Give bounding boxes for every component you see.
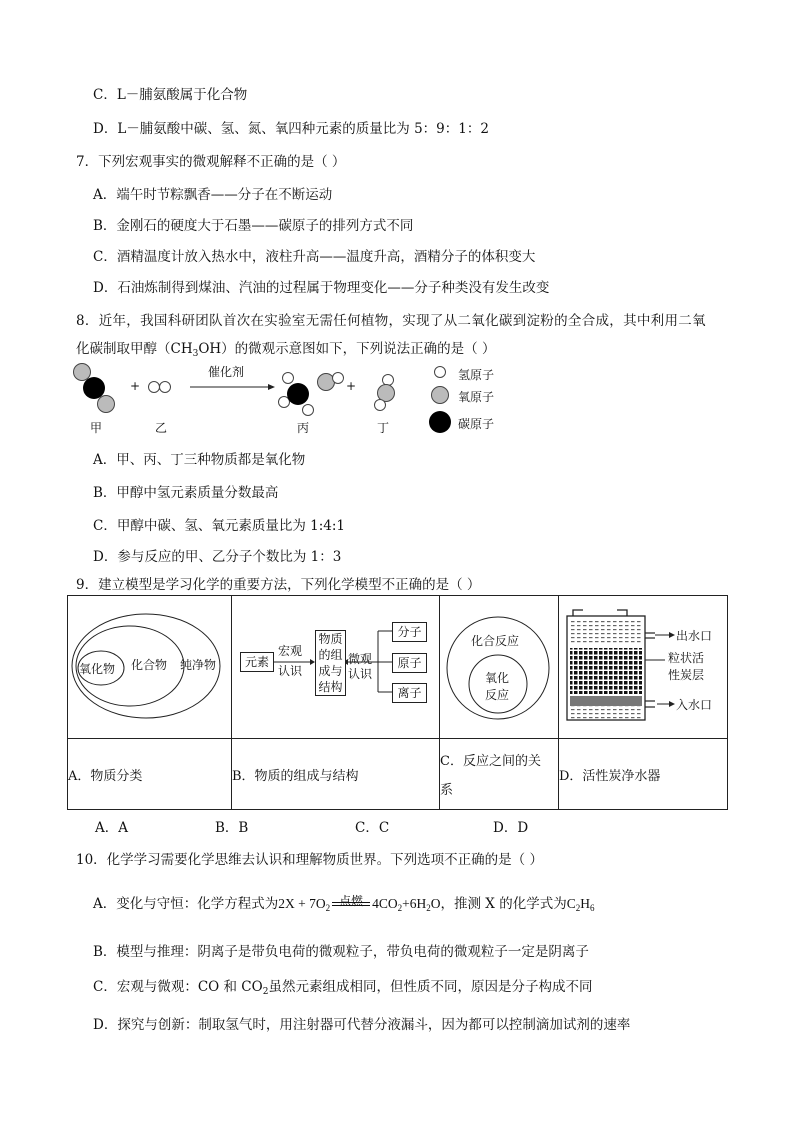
model-b-cell: [232, 596, 440, 739]
model-a-middle: 化合物: [131, 658, 168, 672]
q9-stem: 9．建立模型是学习化学的重要方法，下列化学模型不正确的是（ ）: [76, 577, 481, 593]
q7-option-b: B．金刚石的硬度大于石墨——碳原子的排列方式不同: [93, 218, 414, 234]
model-a-cell: [68, 596, 232, 739]
q7-option-c: C．酒精温度计放入热水中，液柱升高——温度升高，酒精分子的体积变大: [93, 249, 536, 265]
model-d-label: D．活性炭净水器: [559, 739, 728, 810]
plus-sign-2: +: [346, 379, 357, 393]
model-c-inner2: 反应: [485, 688, 510, 702]
q8-option-c: C．甲醇中碳、氢、氧元素质量比为 1:4:1: [93, 518, 345, 534]
q8-option-a: A．甲、丙、丁三种物质都是氧化物: [93, 452, 306, 468]
legend-oxygen: 氧原子: [458, 390, 495, 404]
q9-answer-b: B．B: [215, 820, 249, 836]
legend-carbon: 碳原子: [458, 417, 495, 431]
molecule-yi: [149, 382, 171, 393]
label-yi: 乙: [155, 421, 168, 435]
plus-sign-1: +: [130, 379, 141, 393]
model-d-carbon1: 粒状活: [668, 651, 705, 665]
q10-option-d: D．探究与创新：制取氢气时，用注射器可代替分液漏斗，因为都可以控制滴加试剂的速率: [93, 1017, 631, 1033]
molecule-bing: [279, 373, 344, 416]
q8-option-d: D．参与反应的甲、乙分子个数比为 1：3: [93, 549, 342, 565]
label-ding: 丁: [377, 421, 390, 435]
model-b-micro2: 认识: [348, 667, 373, 681]
model-c-label: C．反应之间的关 系: [440, 739, 559, 810]
model-b-center: 物质 的组 成与 结构: [315, 630, 346, 696]
legend-oxygen-icon: [432, 387, 449, 404]
model-d-out: 出水口: [676, 629, 713, 643]
q6-option-c: C．L－脯氨酸属于化合物: [93, 87, 248, 103]
legend-carbon-icon: [429, 411, 451, 433]
label-bing: 丙: [297, 421, 310, 435]
model-c-cell: [440, 596, 559, 739]
model-a-inner: 氧化物: [79, 662, 116, 676]
legend-hydrogen-icon: [435, 367, 446, 378]
model-c-circles: [440, 596, 558, 734]
model-d-in: 入水口: [676, 698, 713, 712]
q10-option-a: A．变化与守恒：化学方程式为$2X + 7O_2$ 点燃 $4CO_2+6H_2O$，推测 X 的化学式为$C_2H_6$: [93, 894, 595, 913]
q10-stem: 10．化学学习需要化学思维去认识和理解物质世界。下列选项不正确的是（ ）: [76, 852, 543, 868]
q8-stem-line1: 8．近年，我国科研团队首次在实验室无需任何植物，实现了从二氧化碳到淀粉的全合成，其中利用二氧: [76, 313, 706, 329]
model-b-ion: 离子: [392, 683, 427, 703]
reaction-diagram: [70, 360, 510, 440]
model-c-inner1: 氧化: [485, 671, 510, 685]
legend-hydrogen: 氢原子: [458, 368, 495, 382]
model-a-outer: 纯净物: [180, 658, 217, 672]
q10-option-b: B．模型与推理：阴离子是带负电荷的微观粒子，带负电荷的微观粒子一定是阴离子: [93, 944, 589, 960]
model-d-cell: [559, 596, 728, 739]
model-b-macro1: 宏观: [278, 644, 303, 658]
q8-stem-line2: 化碳制取甲醇$(CH_3OH)$的微观示意图如下，下列说法正确的是（ ）: [76, 341, 496, 359]
q7-stem: 7．下列宏观事实的微观解释不正确的是（ ）: [76, 154, 346, 170]
equation: $2X + 7O_2$ 点燃 $4CO_2+6H_2O$: [278, 894, 441, 913]
q6-option-d: D．L－脯氨酸中碳、氢、氮、氧四种元素的质量比为 5：9：1：2: [93, 121, 489, 137]
model-b-element: 元素: [240, 652, 274, 672]
model-b-label: B．物质的组成与结构: [232, 739, 440, 810]
model-b-molecule: 分子: [392, 622, 427, 642]
model-d-carbon2: 性炭层: [668, 668, 705, 682]
model-c-outer: 化合反应: [471, 634, 520, 648]
models-table: [67, 595, 728, 810]
q8-option-b: B．甲醇中氢元素质量分数最高: [93, 485, 279, 501]
model-b-micro1: 微观: [348, 652, 373, 666]
model-b-macro2: 认识: [278, 664, 303, 678]
molecule-ding: [375, 375, 395, 411]
model-a-label: A．物质分类: [68, 739, 232, 810]
q10-option-c: C．宏观与微观：CO 和 $CO_2$虽然元素组成相同，但性质不同，原因是分子构成不同: [93, 979, 593, 997]
label-jia: 甲: [90, 421, 103, 435]
q9-answer-d: D．D: [493, 820, 529, 836]
q9-answer-c: C．C: [355, 820, 390, 836]
model-b-atom: 原子: [392, 653, 427, 673]
catalyst-label: 催化剂: [208, 365, 245, 379]
q7-option-d: D．石油炼制得到煤油、汽油的过程属于物理变化——分子种类没有发生改变: [93, 280, 550, 296]
molecule-jia: [74, 364, 115, 413]
q7-option-a: A．端午时节粽飘香——分子在不断运动: [93, 187, 333, 203]
q9-answer-a: A．A: [95, 820, 128, 836]
